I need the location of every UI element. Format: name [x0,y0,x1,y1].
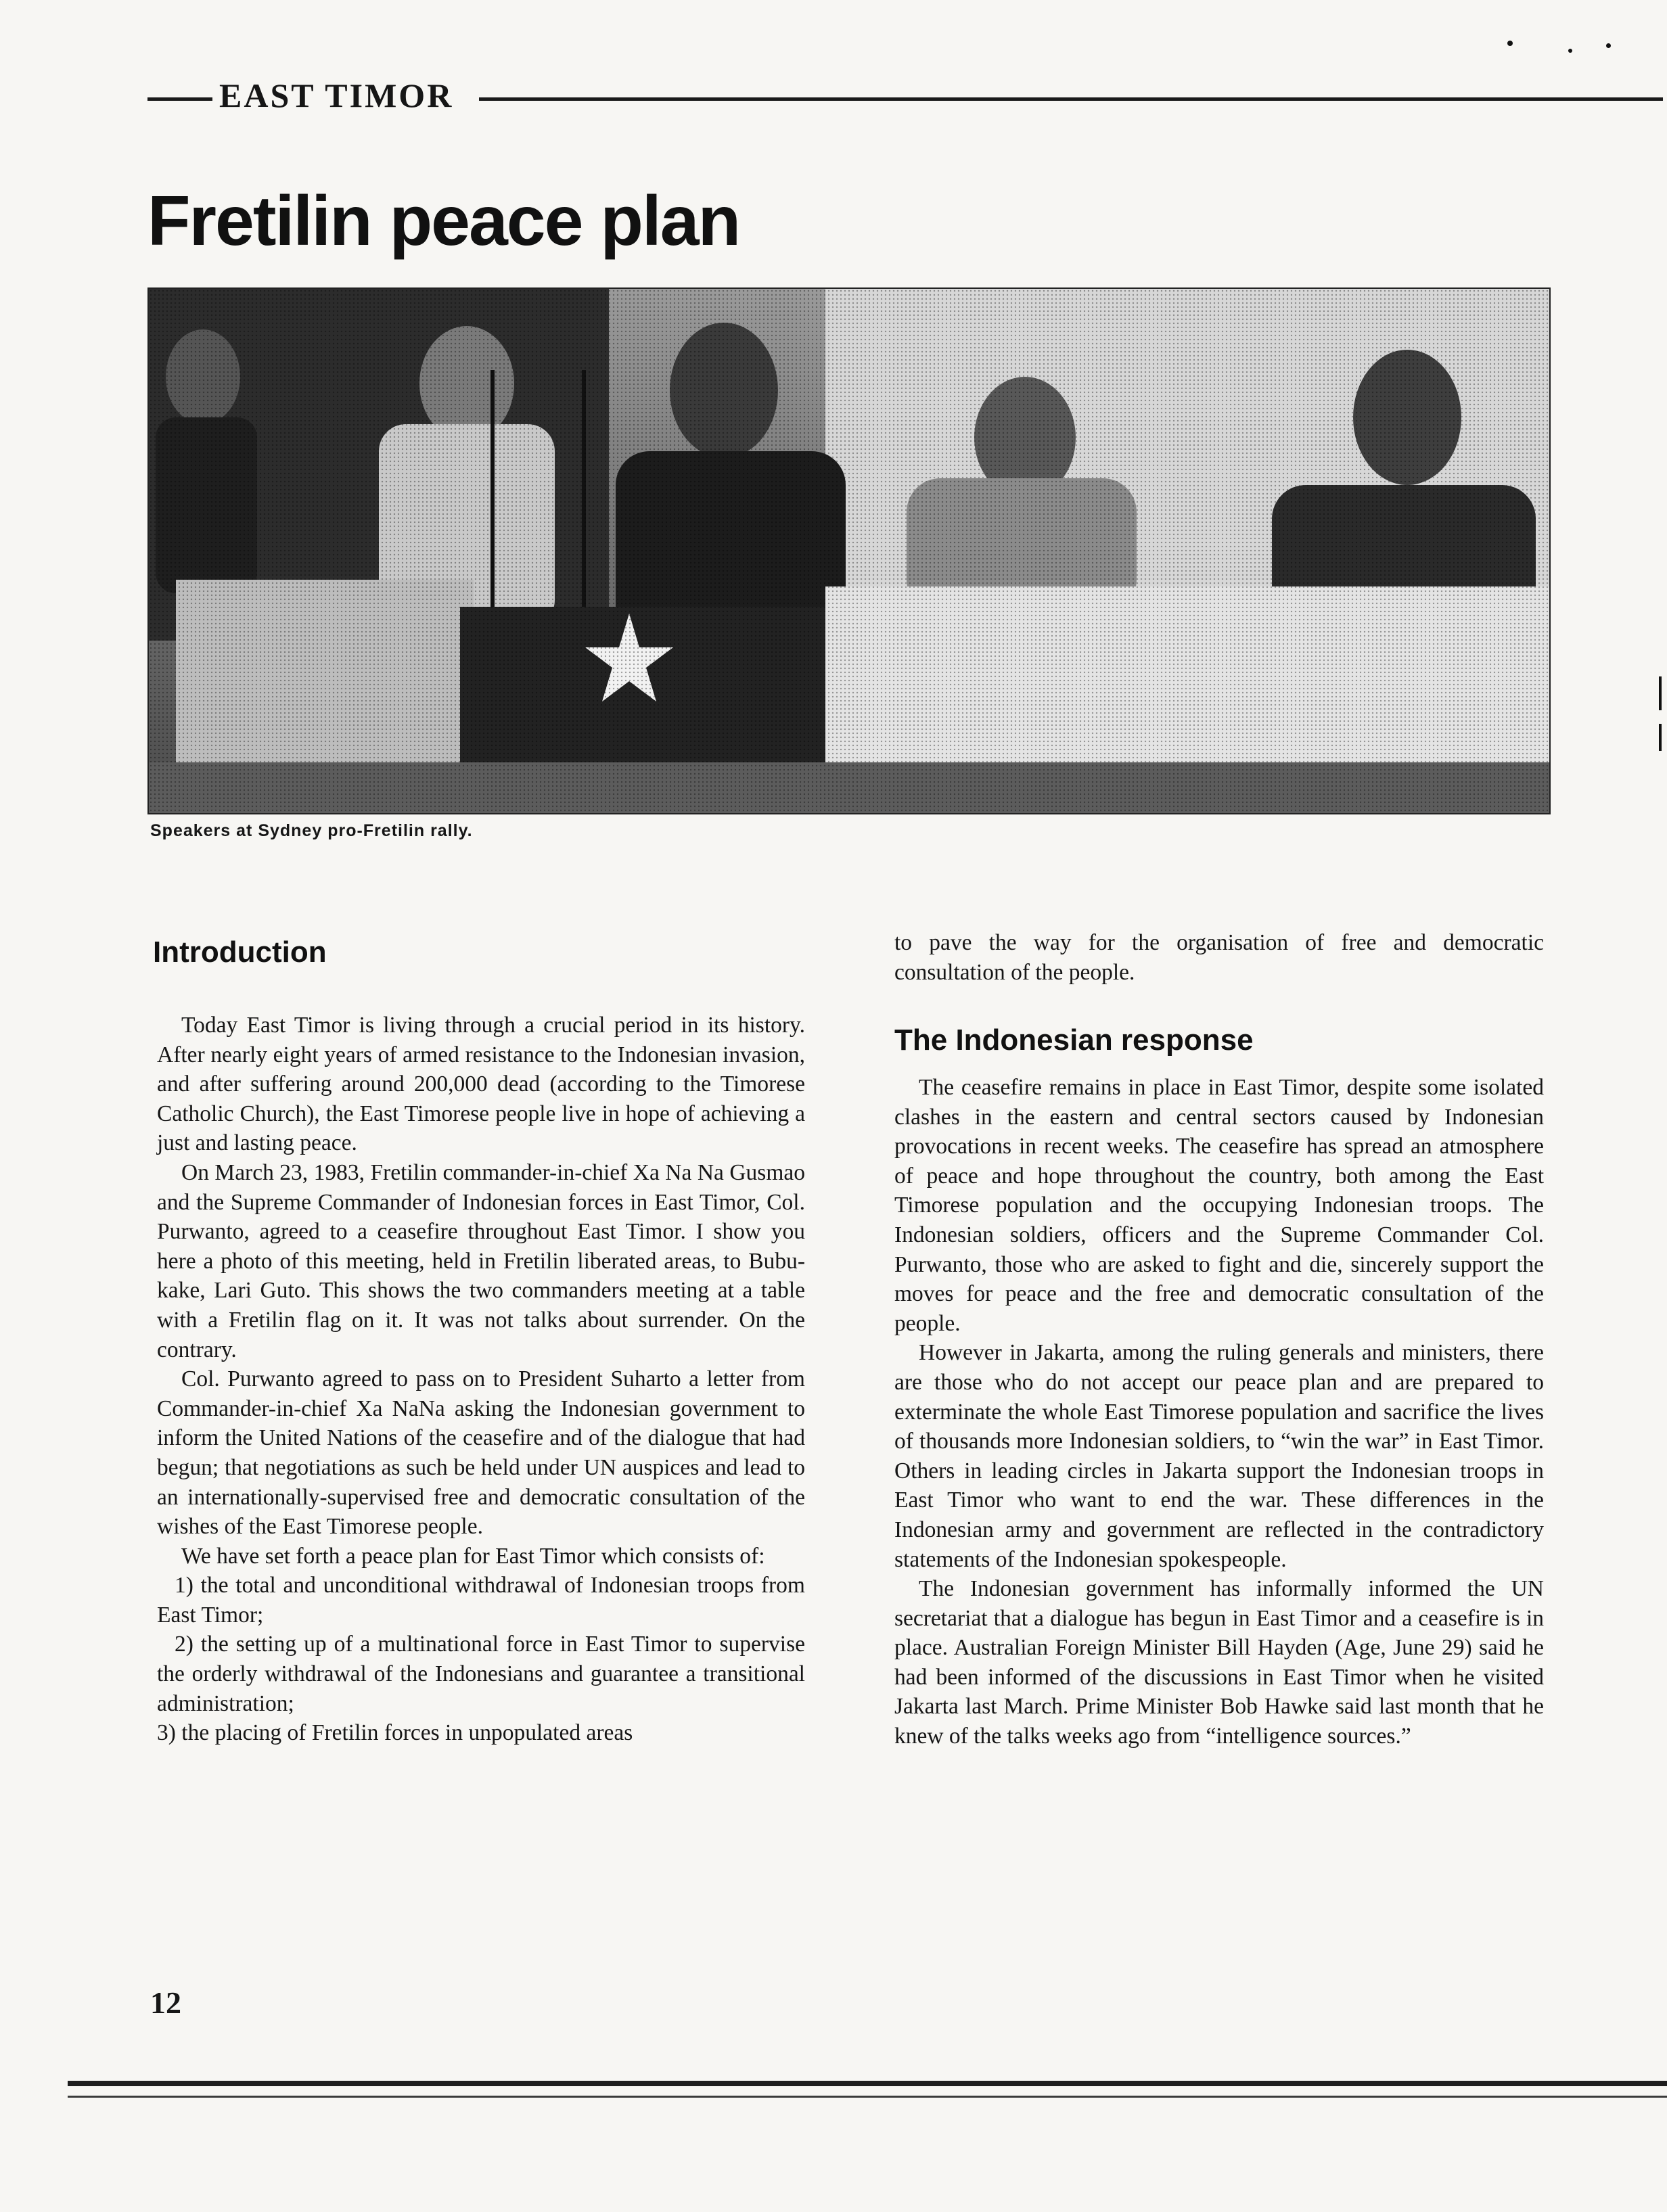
intro-paragraph-1: Today East Timor is living through a crucial period in its history. After nearly eight years of armed resistance to the Indonesian invasion, and after suffering around 200,000 dead (according to the Timorese Catholic Church), the East Timorese people live in hope of achieving a just and lasting peace. [157,1013,805,1156]
intro-paragraph-3: Col. Purwanto agreed to pass on to President Suharto a letter from Commander-in-chief Xa NaNa asking the Indonesian government to inform the United Nations of the ceasefire and of the dialogue that had begun; that negotiations as such be held under UN auspices and lead to an internationally-supervised free and democratic consultation of the wishes of the East Timorese people. [157,1366,805,1540]
bottom-rule-thin [68,2096,1667,2098]
photo-caption: Speakers at Sydney pro-Fretilin rally. [150,821,473,840]
article-headline: Fretilin peace plan [147,182,740,260]
continuation-paragraph: to pave the way for the organisation of free and democratic consultation of the people. [894,930,1544,985]
indonesian-response-heading: The Indonesian response [894,1023,1254,1057]
scan-speck [1568,49,1572,53]
section-label: EAST TIMOR [219,76,454,114]
scan-speck [1606,43,1611,48]
intro-paragraph-4: We have set forth a peace plan for East Timor which consists of: [181,1543,765,1569]
peace-plan-item-1: 1) the total and unconditional withdrawal of Indonesian troops from East Timor; [157,1573,805,1628]
peace-plan-item-3: 3) the placing of Fretilin forces in unpopulated areas [157,1720,633,1746]
rally-photo-illustration [149,289,1549,813]
page-number: 12 [150,1985,181,2020]
intro-paragraph-2: On March 23, 1983, Fretilin commander-in-chief Xa Na Na Gusmao and the Supreme Commander of Indonesian forces in East Timor, Col. Purwanto, agreed to a ceasefire throughout East Timor. I show you here a photo of this meeting, held in Fretilin liberated areas, to Bubu-kake, Lari Guto. This shows the two commanders meeting at a table with a Fretilin flag on it. It was not talks about surrender. On the contrary. [157,1159,805,1362]
bottom-rule [68,2081,1667,2086]
rally-photo [147,287,1551,814]
right-column-continuation [894,928,1544,987]
section-rule [147,78,1663,119]
scan-speck [1507,41,1513,46]
scan-edge-mark [1659,676,1662,710]
left-column [157,1011,805,1748]
response-paragraph-1: The ceasefire remains in place in East Timor, despite some isolated clashes in the eastern and central sectors caused by Indonesian provocations in recent weeks. The ceasefire has spread an atmosphere of peace and hope throughout the country, both among the East Timorese population and the occupying Indonesian troops. The Indonesian soldiers, officers and the Supreme Commander Col. Purwanto, those who are asked to fight and die, sincerely support the moves for peace and the free and democratic consultation of the people. [894,1075,1544,1336]
rule-line-left [147,97,212,101]
peace-plan-item-2: 2) the setting up of a multinational force in East Timor to supervise the orderly withdrawal of the Indonesians and guarantee a transitional administration; [157,1632,805,1716]
scan-edge-mark [1659,724,1662,751]
introduction-heading: Introduction [153,936,327,969]
rule-line-right [479,97,1663,101]
right-column [894,1073,1544,1751]
response-paragraph-3: The Indonesian government has informally informed the UN secretariat that a dialogue has begun in East Timor and a ceasefire is in place. Australian Foreign Minister Bill Hayden (Age, June 29) said he had been informed of the discussions in East Timor when he visited Jakarta last March. Prime Minister Bob Hawke said last month that he knew of the talks weeks ago from “intelligence sources.” [894,1576,1544,1749]
bottom-scan-border [41,2070,1667,2212]
response-paragraph-2: However in Jakarta, among the ruling generals and ministers, there are those who do not accept our peace plan and are prepared to exterminate the whole East Timorese population and sacrifice the lives of thousands more Indonesian soldiers, to “win the war” in East Timor. Others in leading circles in Jakarta support the Indonesian troops in East Timor who want to end the war. These differences in the Indonesian army and government are reflected in the contradictory statements of the Indonesian spokespeople. [894,1340,1544,1572]
